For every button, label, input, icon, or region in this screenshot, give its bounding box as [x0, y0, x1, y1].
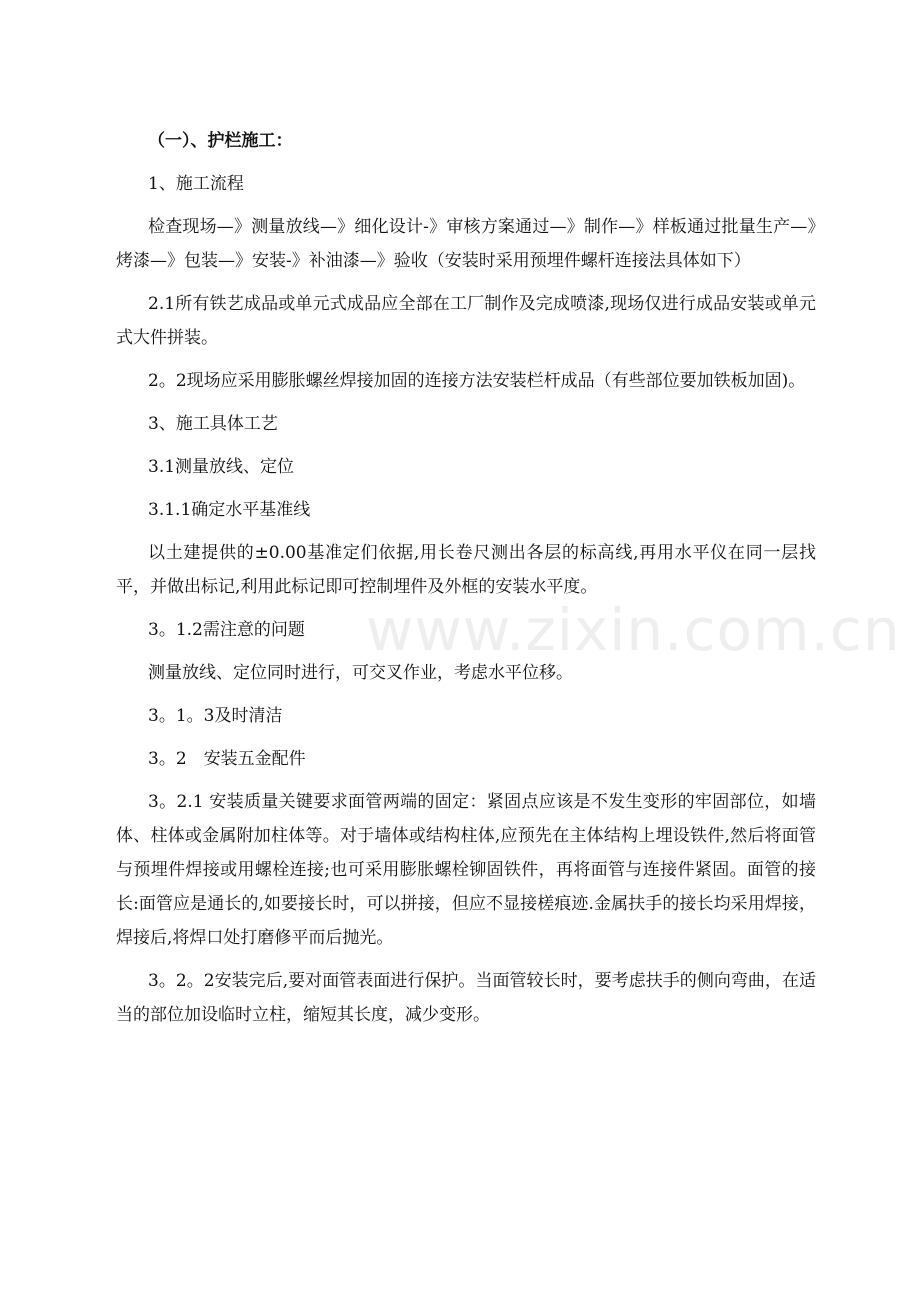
paragraph: 3。2。2安装完后,要对面管表面进行保护。当面管较长时，要考虑扶手的侧向弯曲，在适当的部位加设临时立柱，缩短其长度，减少变形。 [116, 971, 816, 1025]
paragraph: 3。2.1 安装质量关键要求面管两端的固定：紧固点应该是不发生变形的牢固部位，如墙体、柱体或金属附加柱体等。对于墙体或结构柱体,应预先在主体结构上埋设铁件,然后将面管与预埋件焊接或用螺栓连接;也可采用膨胀螺栓铆固铁件，再将面管与连接件紧固。面管的接长:面管应是通长的,如要接长时，可以拼接，但应不显接槎痕迹.金属扶手的接长均采用焊接，焊接后,将焊口处打磨修平而后抛光。 [116, 792, 816, 948]
subsection-title: 3。2 安装五金配件 [148, 749, 306, 769]
paragraph: 测量放线、定位同时进行，可交叉作业，考虑水平位移。 [148, 663, 573, 683]
subsection-title: 3.1.1确定水平基准线 [148, 500, 311, 520]
subsection-title: 3。1。3及时清洁 [148, 706, 283, 726]
subsection-title: 1、施工流程 [148, 174, 244, 194]
document-body [116, 124, 816, 1032]
paragraph: 以土建提供的±0.00基准定们依据,用长卷尺测出各层的标高线,再用水平仪在同一层找平，并做出标记,利用此标记即可控制埋件及外框的安装水平度。 [116, 543, 816, 597]
subsection-title: 3.1测量放线、定位 [148, 457, 295, 477]
subsection-title: 3。1.2需注意的问题 [148, 620, 305, 640]
paragraph: 2。2现场应采用膨胀螺丝焊接加固的连接方法安装栏杆成品（有些部位要加铁板加固)。 [148, 371, 806, 391]
subsection-title: 3、施工具体工艺 [148, 414, 278, 434]
watermark: www.zixin.com.cn [366, 596, 901, 664]
paragraph: 检查现场—》测量放线—》细化设计-》审核方案通过—》制作—》样板通过批量生产—》烤漆—》包装—》安装-》补油漆—》验收（安装时采用预埋件螺杆连接法具体如下） [116, 217, 816, 271]
section-heading: （一）、护栏施工： [148, 131, 293, 151]
paragraph: 2.1所有铁艺成品或单元式成品应全部在工厂制作及完成喷漆,现场仅进行成品安装或单元式大件拼装。 [116, 294, 816, 348]
